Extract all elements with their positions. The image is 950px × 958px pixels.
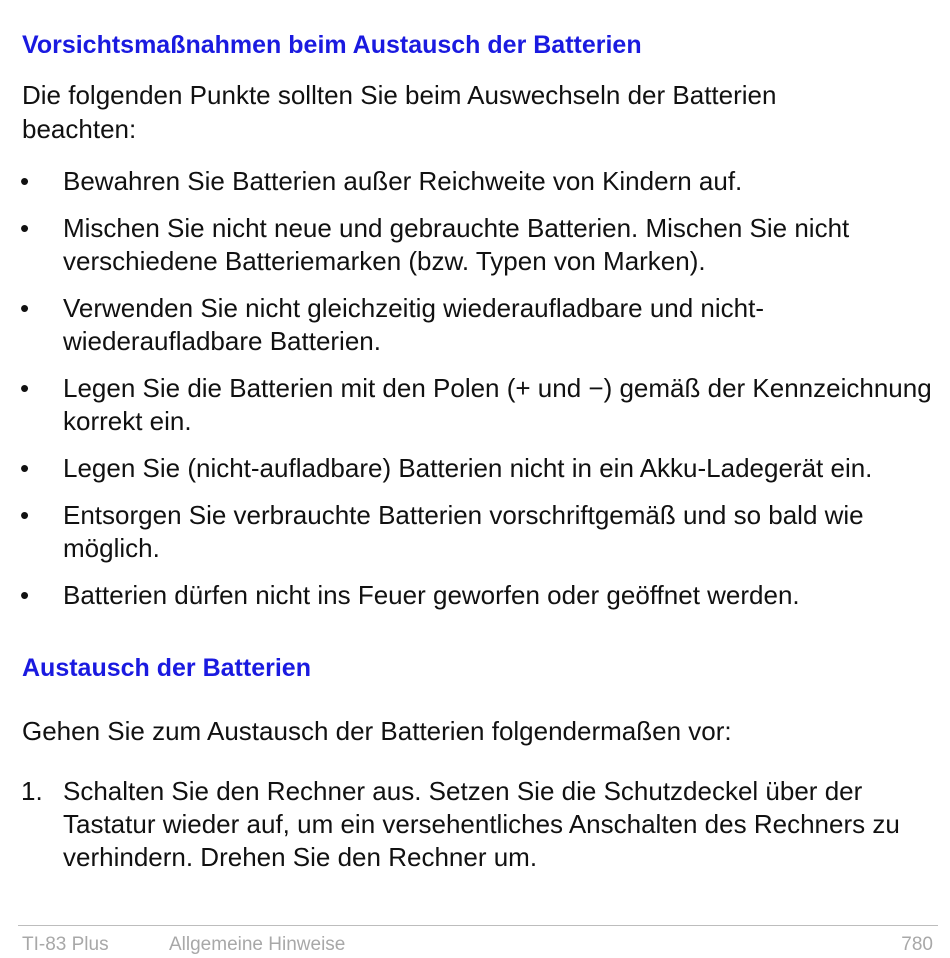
bullet-marker: •: [20, 453, 30, 483]
replacement-steps: [0, 775, 950, 874]
bullet-marker: •: [20, 293, 30, 323]
bullet-marker: •: [20, 373, 30, 403]
precautions-list: [0, 165, 950, 626]
bullet-marker: •: [20, 166, 30, 196]
bullet-marker: •: [20, 580, 30, 610]
bullet-marker: •: [20, 213, 30, 243]
list-item-text: Entsorgen Sie verbrauchte Batterien vorschriftgemäß und so bald wie möglich.: [63, 500, 864, 563]
step-item: [0, 775, 933, 874]
list-item: [0, 212, 933, 278]
list-item-text: Legen Sie die Batterien mit den Polen (+ und −) gemäß der Kennzeichnung korrekt ein.: [63, 373, 932, 436]
list-item: [0, 452, 933, 485]
list-item: [0, 292, 933, 358]
list-item: [0, 579, 933, 612]
replacement-intro: Gehen Sie zum Austausch der Batterien folgendermaßen vor:: [22, 716, 732, 746]
bullet-marker: •: [20, 500, 30, 530]
list-item-text: Mischen Sie nicht neue und gebrauchte Batterien. Mischen Sie nicht verschiedene Batteriemarken (bzw. Typen von Marken).: [63, 213, 850, 276]
precautions-intro: Die folgenden Punkte sollten Sie beim Auswechseln der Batterien beachten:: [22, 80, 777, 144]
list-item-text: Batterien dürfen nicht ins Feuer geworfen oder geöffnet werden.: [63, 580, 800, 610]
footer-divider: [18, 925, 938, 926]
section-heading-precautions: Vorsichtsmaßnahmen beim Austausch der Batterien: [22, 31, 642, 59]
section-heading-replacement: Austausch der Batterien: [22, 654, 311, 682]
list-item-text: Verwenden Sie nicht gleichzeitig wiederaufladbare und nicht-wiederaufladbare Batterien.: [63, 293, 764, 356]
list-item: [0, 499, 933, 565]
list-item-text: Legen Sie (nicht-aufladbare) Batterien nicht in ein Akku-Ladegerät ein.: [63, 453, 873, 483]
footer-page-number: 780: [901, 934, 933, 955]
step-text: Schalten Sie den Rechner aus. Setzen Sie die Schutzdeckel über der Tastatur wieder auf, um ein versehentliches Anschalten des Rechners zu verhindern. Drehen Sie den Rechner um.: [63, 776, 900, 872]
list-item: [0, 165, 933, 198]
step-number: 1.: [21, 776, 43, 806]
footer-product-name: TI-83 Plus: [22, 934, 109, 955]
list-item: [0, 372, 933, 438]
list-item-text: Bewahren Sie Batterien außer Reichweite von Kindern auf.: [63, 166, 743, 196]
footer-chapter-title: Allgemeine Hinweise: [169, 934, 346, 955]
